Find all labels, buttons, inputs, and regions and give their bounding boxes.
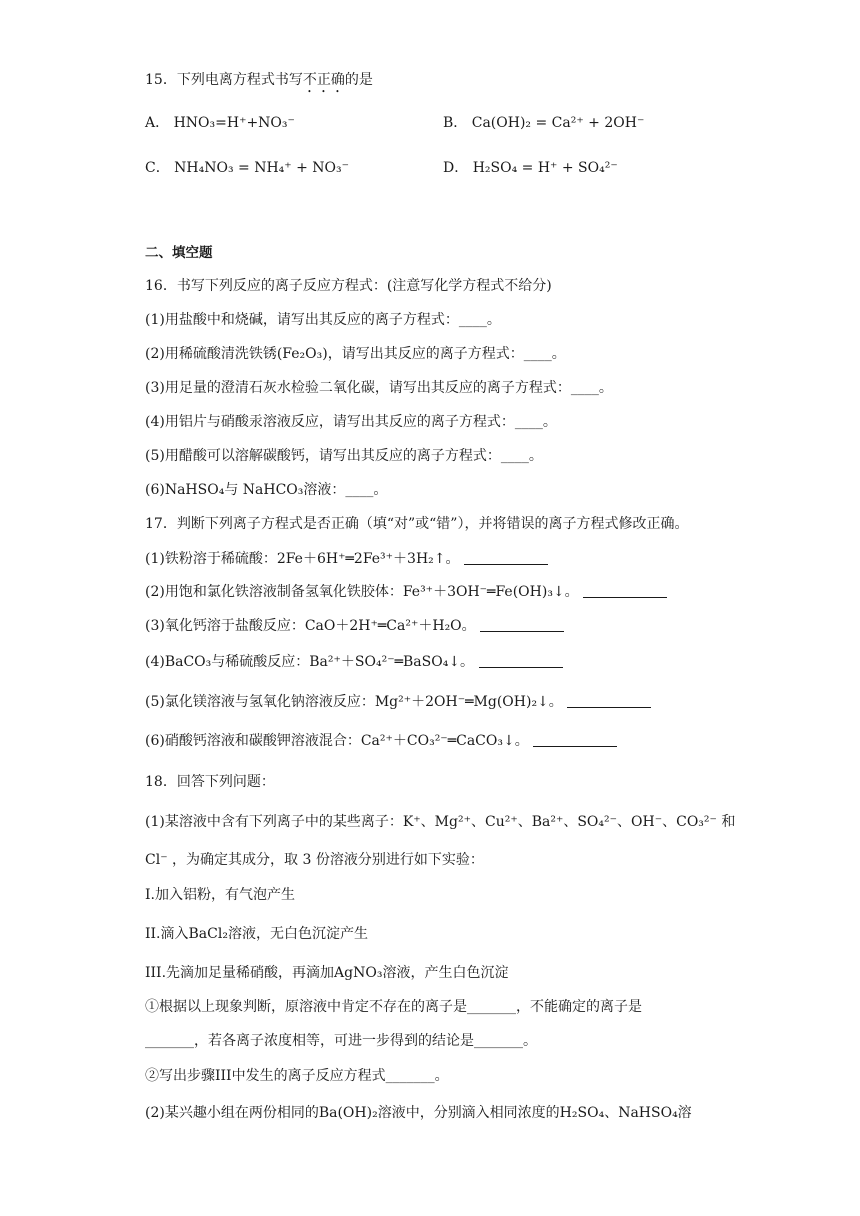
q16-item-6: (6)NaHSO₄与 NaHCO₃溶液：____。 (145, 482, 388, 498)
option-formula: HNO₃=H⁺+NO₃⁻ (173, 115, 295, 131)
q16-item-4: (4)用铝片与硝酸汞溶液反应，请写出其反应的离子方程式：____。 (145, 414, 557, 430)
q17-item-text: (3)氧化钙溶于盐酸反应：CaO＋2H⁺═Ca²⁺＋H₂O。 (145, 618, 476, 634)
option-label: A． (145, 115, 170, 131)
q16-stem: 16．书写下列反应的离子反应方程式：(注意写化学方程式不给分) (145, 278, 552, 294)
q15-stem-emphasis: 不正确 (302, 72, 345, 88)
q17-item-5 (145, 692, 651, 712)
q18-step-3: III.先滴加足量稀硝酸，再滴加AgNO₃溶液，产生白色沉淀 (145, 965, 509, 981)
answer-blank[interactable] (479, 653, 563, 668)
q15-number: 15． (145, 72, 177, 88)
q18-step-1: I.加入铝粉，有气泡产生 (145, 887, 295, 903)
q18-sub2: ②写出步骤III中发生的离子反应方程式_______。 (145, 1068, 449, 1084)
q17-item-text: (6)硝酸钙溶液和碳酸钾溶液混合：Ca²⁺＋CO₃²⁻═CaCO₃↓。 (145, 733, 529, 749)
q18-part2: (2)某兴趣小组在两份相同的Ba(OH)₂溶液中，分别滴入相同浓度的H₂SO₄、NaHSO₄溶 (145, 1105, 692, 1121)
option-label: B． (443, 115, 468, 131)
q17-item-2 (145, 582, 667, 602)
q18-sub1-line1: ①根据以上现象判断，原溶液中肯定不存在的离子是_______，不能确定的离子是 (145, 999, 642, 1015)
q16-item-2: (2)用稀硫酸清洗铁锈(Fe₂O₃)，请写出其反应的离子方程式：____。 (145, 346, 566, 362)
q17-item-1 (145, 549, 548, 569)
q15-stem-text-b: 的是 (344, 72, 373, 88)
section-title-fill-in: 二、填空题 (145, 245, 213, 261)
q16-item-3: (3)用足量的澄清石灰水检验二氧化碳，请写出其反应的离子方程式：____。 (145, 380, 613, 396)
q17-item-text: (5)氯化镁溶液与氢氧化钠溶液反应：Mg²⁺＋2OH⁻═Mg(OH)₂↓。 (145, 694, 563, 710)
q17-item-4 (145, 652, 563, 672)
q18-step-2: II.滴入BaCl₂溶液，无白色沉淀产生 (145, 926, 368, 942)
option-label: C． (145, 160, 170, 176)
q17-item-text: (4)BaCO₃与稀硫酸反应：Ba²⁺＋SO₄²⁻═BaSO₄↓。 (145, 654, 475, 670)
q15-option-c[interactable] (145, 158, 349, 178)
q17-item-text: (2)用饱和氯化铁溶液制备氢氧化铁胶体：Fe³⁺＋3OH⁻═Fe(OH)₃↓。 (145, 584, 579, 600)
q15-stem-text-a: 下列电离方程式书写 (176, 72, 303, 88)
q17-stem: 17．判断下列离子方程式是否正确（填“对”或“错”），并将错误的离子方程式修改正确。 (145, 516, 689, 532)
q17-item-text: (1)铁粉溶于稀硫酸：2Fe＋6H⁺═2Fe³⁺＋3H₂↑。 (145, 551, 460, 567)
q17-item-6 (145, 731, 617, 751)
q18-stem: 18．回答下列问题： (145, 774, 275, 790)
q16-item-5: (5)用醋酸可以溶解碳酸钙，请写出其反应的离子方程式：____。 (145, 448, 543, 464)
q16-item-1: (1)用盐酸中和烧碱，请写出其反应的离子方程式：____。 (145, 312, 501, 328)
q15-option-b[interactable] (443, 113, 644, 133)
option-formula: H₂SO₄ = H⁺ + SO₄²⁻ (472, 160, 618, 176)
answer-blank[interactable] (583, 583, 667, 598)
q18-part1-line2: Cl⁻ ，为确定其成分，取 3 份溶液分别进行如下实验： (145, 852, 484, 868)
answer-blank[interactable] (533, 732, 617, 747)
option-formula: Ca(OH)₂ = Ca²⁺ + 2OH⁻ (471, 115, 645, 131)
q18-sub1-line2: _______，若各离子浓度相等，可进一步得到的结论是_______。 (145, 1033, 537, 1049)
q15-stem (145, 70, 373, 96)
option-formula: NH₄NO₃ = NH₄⁺ + NO₃⁻ (174, 160, 350, 176)
q15-option-a[interactable] (145, 113, 295, 133)
q18-part1-line1: (1)某溶液中含有下列离子中的某些离子：K⁺、Mg²⁺、Cu²⁺、Ba²⁺、SO₄²⁻、OH⁻、CO₃²⁻ 和 (145, 814, 736, 830)
q15-option-d[interactable] (443, 158, 618, 178)
answer-blank[interactable] (480, 617, 564, 632)
q17-item-3 (145, 616, 564, 636)
answer-blank[interactable] (567, 693, 651, 708)
answer-blank[interactable] (464, 550, 548, 565)
option-label: D． (443, 160, 469, 176)
